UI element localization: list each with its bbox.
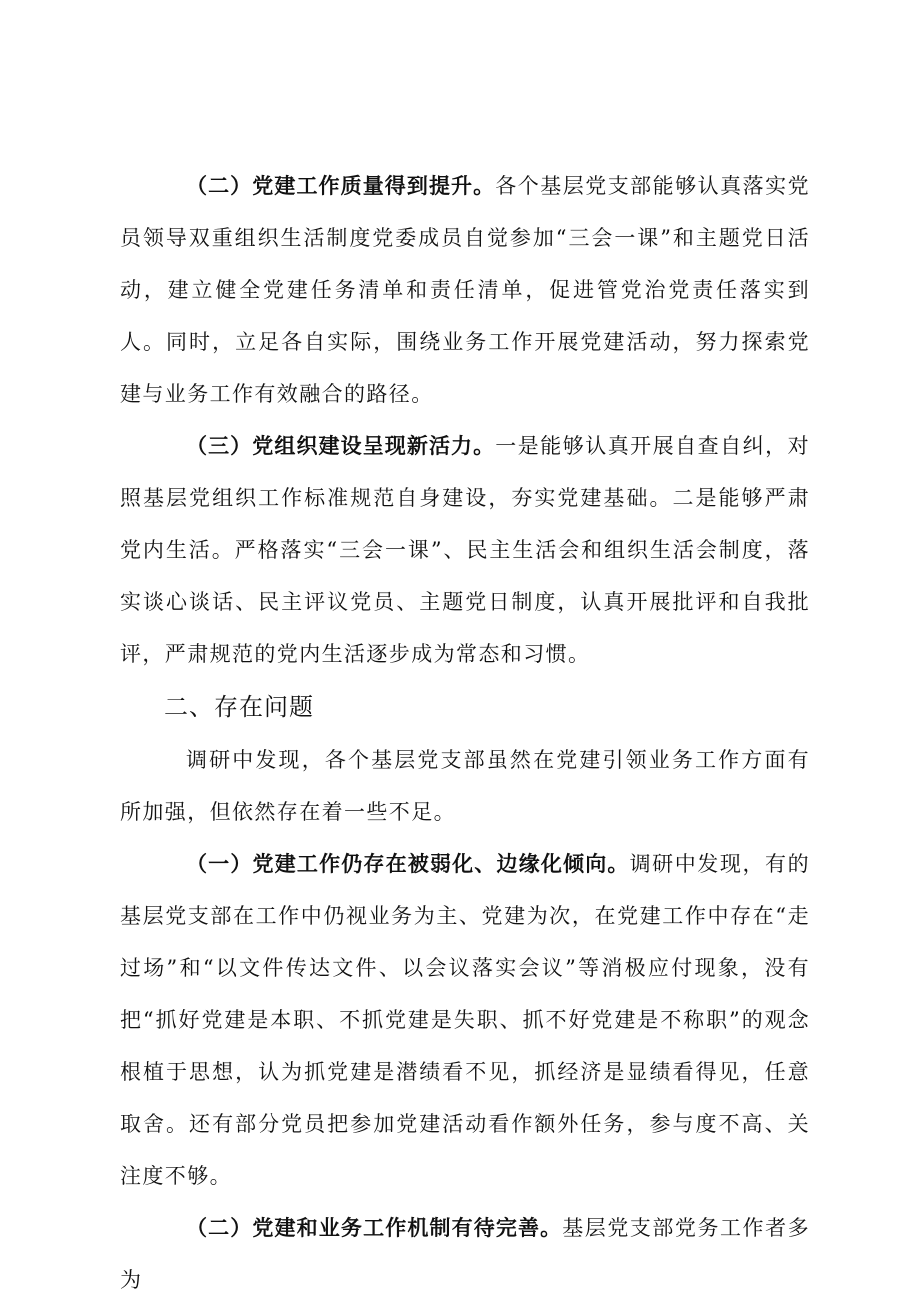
paragraph-text: 调研中发现，有的基层党支部在工作中仍视业务为主、党建为次，在党建工作中存在“走过场”和“以文件传达文件、以会议落实会议”等消极应付现象，没有把“抓好党建是本职、不抓党建是失职、抓不好党建是不称职”的观念根植于思想，认为抓党建是潜绩看不见，抓经济是显绩看得见，任意取舍。还有部分党员把参加党建活动看作额外任务，参与度不高、关注度不够。 [120,852,811,1188]
paragraph-lead: （一）党建工作仍存在被弱化、边缘化倾向。 [186,852,630,876]
paragraph-lead: （二）党建和业务工作机制有待完善。 [186,1216,563,1240]
paragraph-text: 一是能够认真开展自查自纠，对照基层党组织工作标准规范自身建设，夯实党建基础。二是能够严肃党内生活。严格落实“三会一课”、民主生活会和组织生活会制度，落实谈心谈话、民主评议党员、主题党日制度，认真开展批评和自我批评，严肃规范的党内生活逐步成为常态和习惯。 [120,434,810,666]
paragraph-issue-mechanism [120,1202,810,1306]
paragraph-lead: （二）党建工作质量得到提升。 [186,174,496,198]
paragraph-quality-improvement [120,160,810,420]
paragraph-lead: （三）党组织建设呈现新活力。 [186,434,496,458]
paragraph-organization-vitality [120,420,810,680]
paragraph-issue-weakening [120,838,810,1202]
paragraph-text: 各个基层党支部能够认真落实党员领导双重组织生活制度党委成员自觉参加“三会一课”和主题党日活动，建立健全党建任务清单和责任清单，促进管党治党责任落实到人。同时，立足各自实际，围绕业务工作开展党建活动，努力探索党建与业务工作有效融合的路径。 [120,174,810,406]
paragraph-text: 基层党支部党务工作者多为 [120,1216,810,1292]
section-heading: 二、存在问题 [164,693,314,721]
document-body [120,160,810,1306]
paragraph-intro: 调研中发现，各个基层党支部虽然在党建引领业务工作方面有所加强，但依然存在着一些不足。 [120,748,810,824]
